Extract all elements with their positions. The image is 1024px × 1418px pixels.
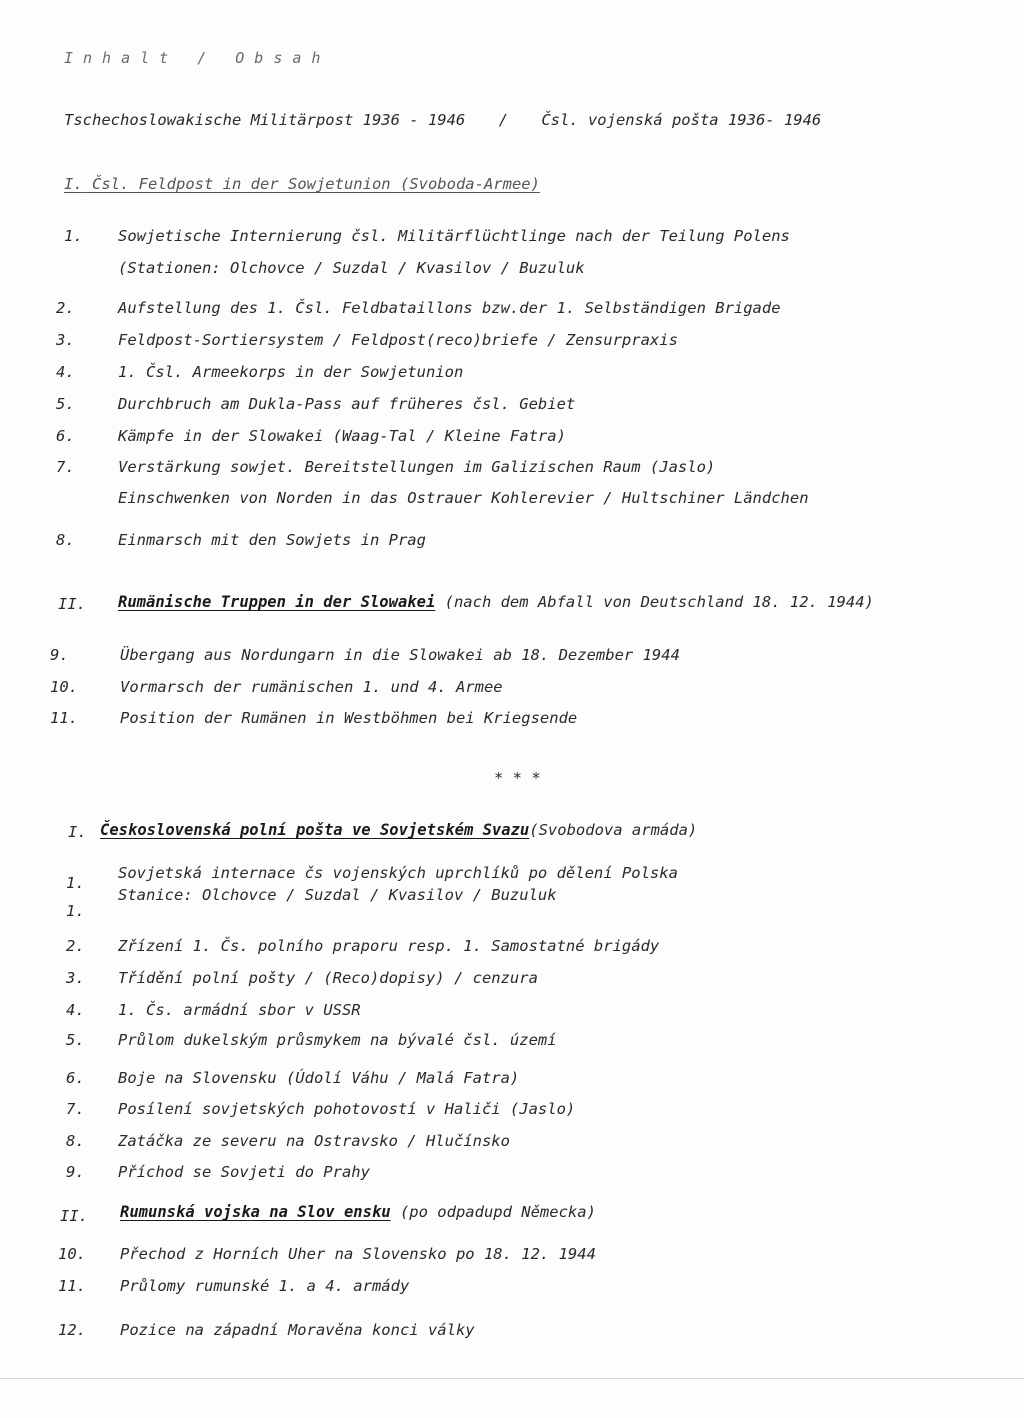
g1-item-text: Kämpfe in der Slowakei (Waag-Tal / Kleine Fatra) — [118, 427, 566, 445]
c1-item-text: Boje na Slovensku (Údolí Váhu / Malá Fatra) — [118, 1069, 520, 1087]
main-title — [64, 110, 821, 130]
czech-section1-heading — [100, 820, 697, 840]
g2-item-number: 11. — [50, 709, 78, 727]
g1-item-text: Einschwenken von Norden in das Ostrauer Kohlerevier / Hultschiner Ländchen — [118, 489, 809, 507]
c2-item-text: Průlomy rumunské 1. a 4. armády — [120, 1277, 410, 1295]
main-title-german: Tschechoslowakische Militärpost 1936 - 1946 — [64, 111, 466, 129]
c1-item-text: Průlom dukelským průsmykem na bývalé čsl. území — [118, 1031, 557, 1049]
german-section2-heading — [118, 592, 874, 612]
g1-item-number: 8. — [56, 531, 75, 549]
c1-item-number: 1. — [66, 902, 85, 920]
c1-item-number: 7. — [66, 1100, 85, 1118]
c1-item-number: 8. — [66, 1132, 85, 1150]
czech-section1-note: (Svobodova armáda) — [529, 821, 698, 839]
c1-item-number: 1. — [66, 874, 85, 892]
c1-item-number: 3. — [66, 969, 85, 987]
c1-item-text: Příchod se Sovjeti do Prahy — [118, 1163, 370, 1181]
czech-section2-title: Rumunská vojska na Slov ensku — [120, 1203, 391, 1221]
g1-item-number: 3. — [56, 331, 75, 349]
c1-item-number: 4. — [66, 1001, 85, 1019]
g1-item-text: Aufstellung des 1. Čsl. Feldbataillons bzw.der 1. Selbständigen Brigade — [118, 299, 781, 317]
czech-section2-numeral: II. — [60, 1207, 88, 1225]
c1-item-text: Zatáčka ze severu na Ostravsko / Hlučínsko — [118, 1132, 510, 1150]
c1-item-text: Třídění polní pošty / (Reco)dopisy) / cenzura — [118, 969, 538, 987]
c1-item-text: Zřízení 1. Čs. polního praporu resp. 1. Samostatné brigády — [118, 937, 660, 955]
g1-item-number: 2. — [56, 299, 75, 317]
g2-item-number: 9. — [50, 646, 69, 664]
german-section1-heading — [64, 174, 540, 194]
c2-item-text: Přechod z Horních Uher na Slovensko po 18. 12. 1944 — [120, 1245, 596, 1263]
czech-section2-note: (po odpadupd Německa) — [390, 1203, 596, 1221]
g1-item-number: 1. — [64, 227, 83, 245]
main-title-separator: / — [498, 111, 508, 129]
g2-item-text: Vormarsch der rumänischen 1. und 4. Armee — [120, 678, 503, 696]
g1-item-number: 7. — [56, 458, 75, 476]
czech-section1-numeral: I. — [68, 823, 87, 841]
c1-item-text: Stanice: Olchovce / Suzdal / Kvasilov / Buzuluk — [118, 886, 557, 904]
czech-section2-heading — [120, 1202, 596, 1222]
g1-item-text: Durchbruch am Dukla-Pass auf früheres čsl. Gebiet — [118, 395, 576, 413]
german-section2-numeral: II. — [58, 595, 86, 613]
main-title-czech: Čsl. vojenská pošta 1936- 1946 — [541, 111, 822, 129]
g2-item-number: 10. — [50, 678, 78, 696]
german-section2-title: Rumänische Truppen in der Slowakei — [118, 593, 436, 611]
c2-item-number: 11. — [58, 1277, 86, 1295]
g1-item-number: 4. — [56, 363, 75, 381]
c1-item-number: 6. — [66, 1069, 85, 1087]
c1-item-number: 2. — [66, 937, 85, 955]
g1-item-text: Einmarsch mit den Sowjets in Prag — [118, 531, 426, 549]
page-header: Inhalt / Obsah — [64, 49, 331, 67]
g1-item-text: Verstärkung sowjet. Bereitstellungen im Galizischen Raum (Jaslo) — [118, 458, 716, 476]
g1-item-text: 1. Čsl. Armeekorps in der Sowjetunion — [118, 363, 464, 381]
c2-item-number: 12. — [58, 1321, 86, 1339]
german-section2-note: (nach dem Abfall von Deutschland 18. 12. 1944) — [435, 593, 874, 611]
page-edge-line — [0, 1378, 1024, 1379]
section-divider: * * * — [494, 769, 541, 787]
g2-item-text: Übergang aus Nordungarn in die Slowakei ab 18. Dezember 1944 — [120, 646, 680, 664]
c1-item-text: Posílení sovjetských pohotovostí v Haliči (Jaslo) — [118, 1100, 576, 1118]
german-section1-numeral: I. — [64, 175, 83, 193]
german-section1-title: Čsl. Feldpost in der Sowjetunion (Svoboda-Armee) — [92, 175, 540, 193]
c1-item-number: 9. — [66, 1163, 85, 1181]
g2-item-text: Position der Rumänen in Westböhmen bei Kriegsende — [120, 709, 578, 727]
g1-item-number: 5. — [56, 395, 75, 413]
c2-item-number: 10. — [58, 1245, 86, 1263]
g1-item-number: 6. — [56, 427, 75, 445]
c1-item-text: Sovjetská internace čs vojenských uprchlíků po dělení Polska — [118, 864, 678, 882]
c2-item-text: Pozice na západní Moravěna konci války — [120, 1321, 475, 1339]
czech-section1-title: Československá polní pošta ve Sovjetském Svazu — [100, 821, 530, 839]
g1-item-text: (Stationen: Olchovce / Suzdal / Kvasilov / Buzuluk — [118, 259, 585, 277]
c1-item-number: 5. — [66, 1031, 85, 1049]
g1-item-text: Feldpost-Sortiersystem / Feldpost(reco)briefe / Zensurpraxis — [118, 331, 678, 349]
c1-item-text: 1. Čs. armádní sbor v USSR — [118, 1001, 361, 1019]
g1-item-text: Sowjetische Internierung čsl. Militärflüchtlinge nach der Teilung Polens — [118, 227, 790, 245]
